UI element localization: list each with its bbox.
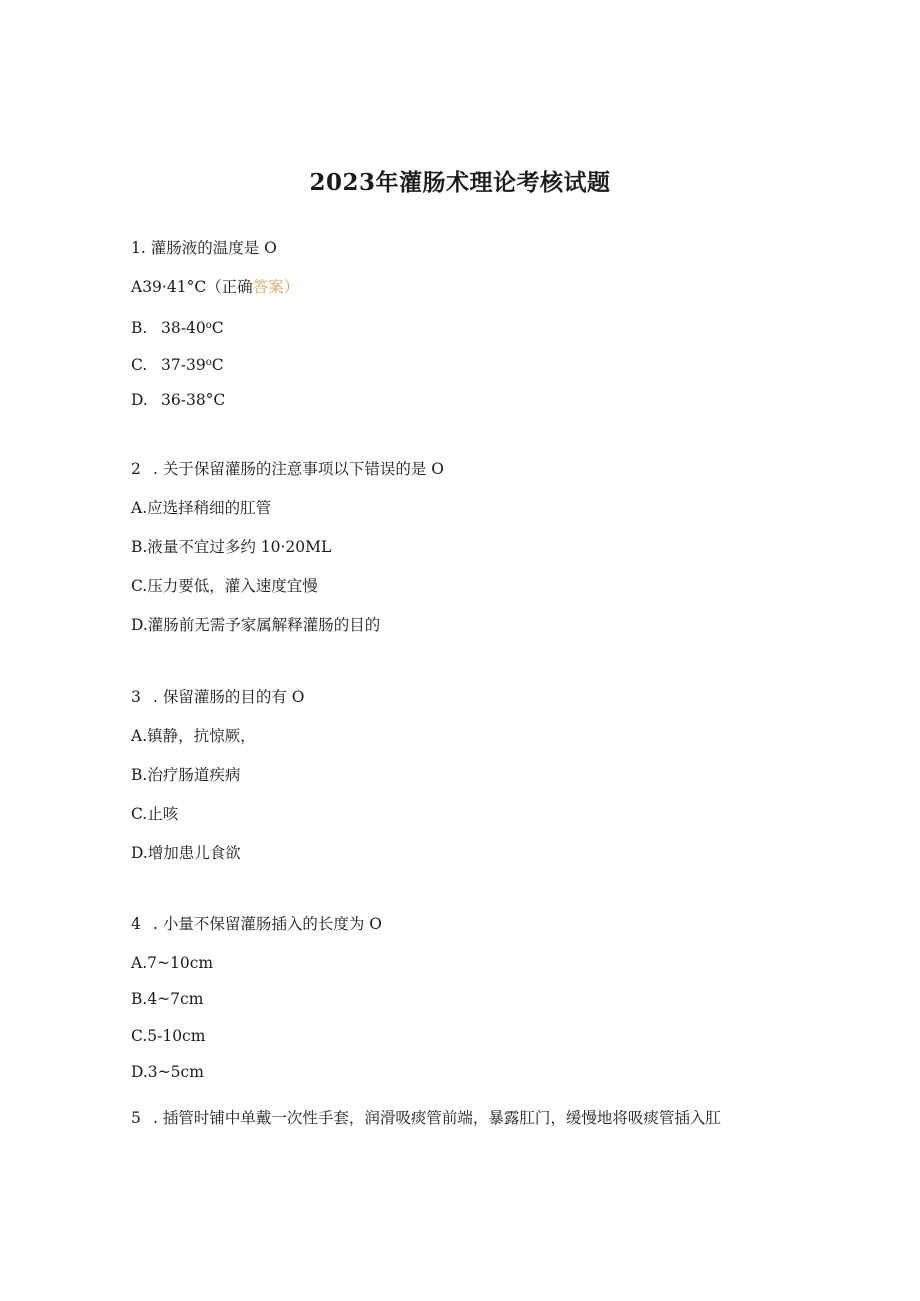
option-a-text: A39·41°C（正确 bbox=[131, 278, 253, 296]
option-d-value: 36-38°C bbox=[161, 391, 226, 409]
page-title: 2023年灌肠术理论考核试题 bbox=[309, 169, 611, 196]
question-1-option-c bbox=[131, 353, 224, 375]
question-3-option-a: A.镇静，抗惊厥， bbox=[131, 727, 256, 745]
question-1-option-d bbox=[131, 390, 225, 410]
option-c-degree: o bbox=[205, 357, 212, 368]
question-5-stem bbox=[131, 1108, 721, 1128]
question-1-option-b bbox=[131, 316, 224, 338]
option-c-unit: C bbox=[211, 356, 224, 374]
question-number: 4 bbox=[131, 915, 141, 933]
question-2-option-a: A.应选择稍细的肛管 bbox=[131, 499, 272, 517]
option-letter: B. bbox=[131, 319, 148, 337]
question-3-option-d: D.增加患儿食欲 bbox=[131, 844, 241, 862]
question-4-option-c: C.5-10cm bbox=[131, 1027, 206, 1045]
question-4-option-b: B.4~7cm bbox=[131, 990, 204, 1008]
question-text: . 插管时铺中单戴一次性手套，润滑吸痰管前端，暴露肛门，缓慢地将吸痰管插入肛 bbox=[153, 1109, 721, 1127]
option-letter: D. bbox=[131, 391, 148, 409]
question-number: 2 bbox=[131, 460, 141, 478]
question-text: . 关于保留灌肠的注意事项以下错误的是 O bbox=[153, 460, 444, 478]
question-3-option-b: B.治疗肠道疾病 bbox=[131, 766, 241, 784]
question-text: . 小量不保留灌肠插入的长度为 O bbox=[153, 915, 382, 933]
question-number: 3 bbox=[131, 688, 141, 706]
question-2-option-d: D.灌肠前无需予家属解释灌肠的目的 bbox=[131, 616, 381, 634]
option-letter: C. bbox=[131, 356, 148, 374]
option-c-value: 37-39 bbox=[161, 356, 206, 374]
question-2-stem bbox=[131, 459, 444, 479]
question-4-option-d: D.3~5cm bbox=[131, 1063, 204, 1081]
answer-tag: 答案） bbox=[252, 278, 300, 296]
question-4-stem bbox=[131, 914, 382, 934]
option-b-degree: o bbox=[205, 320, 212, 331]
option-b-unit: C bbox=[211, 319, 224, 337]
question-3-stem bbox=[131, 687, 305, 707]
question-3-option-c: C.止咳 bbox=[131, 805, 179, 823]
question-1-stem: 1. 灌肠液的温度是 O bbox=[131, 239, 277, 257]
question-number: 5 bbox=[131, 1109, 141, 1127]
question-2-option-b: B.液量不宜过多约 10·20ML bbox=[131, 538, 332, 556]
question-text: . 保留灌肠的目的有 O bbox=[153, 688, 305, 706]
question-1-option-a bbox=[131, 277, 299, 297]
question-2-option-c: C.压力要低，灌入速度宜慢 bbox=[131, 577, 318, 595]
question-4-option-a: A.7~10cm bbox=[131, 954, 214, 972]
option-b-value: 38-40 bbox=[161, 319, 206, 337]
